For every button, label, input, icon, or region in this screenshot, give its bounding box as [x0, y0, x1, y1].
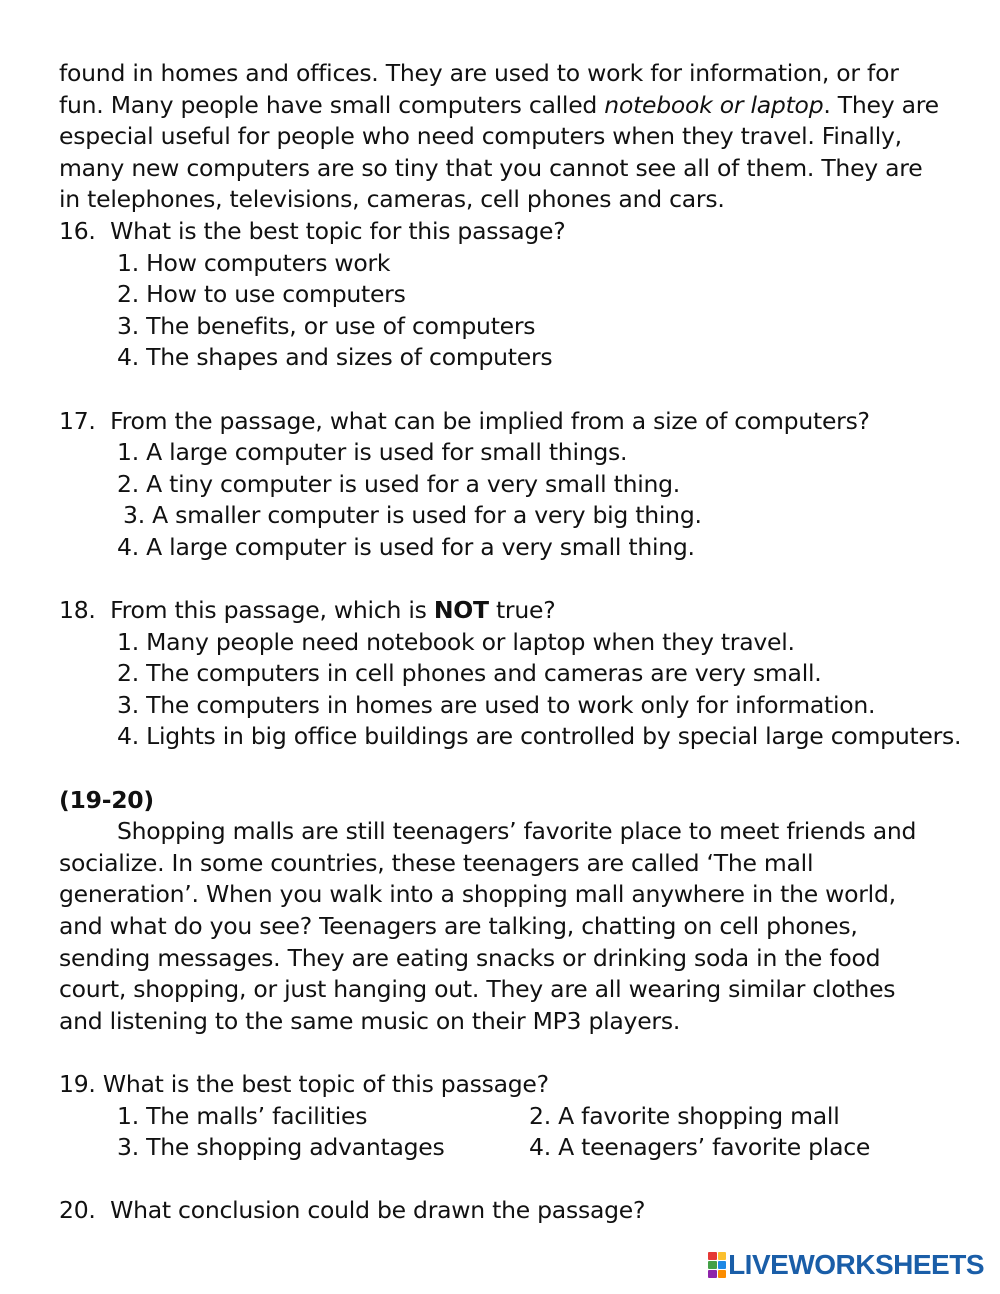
answer-option[interactable]: 2. A tiny computer is used for a very small thing.	[117, 469, 681, 498]
logo-blocks-icon	[708, 1252, 726, 1278]
question-text: From this passage, which is	[110, 596, 434, 625]
passage-line: in telephones, televisions, cameras, cell phones and cars.	[59, 185, 725, 214]
passage-line: and listening to the same music on their MP3 players.	[59, 1006, 681, 1035]
question-number: 17.	[59, 406, 96, 435]
answer-option[interactable]: 2. How to use computers	[117, 280, 406, 309]
italic-term: notebook or laptop	[604, 90, 824, 119]
logo-text: LIVEWORKSHEETS	[728, 1249, 984, 1280]
question-18-prompt	[59, 595, 979, 627]
question-17	[59, 406, 979, 564]
passage-line	[59, 90, 979, 122]
answer-option[interactable]: 3. The shopping advantages	[117, 1133, 445, 1162]
answer-option[interactable]: 1. How computers work	[117, 248, 391, 277]
answer-option[interactable]: 2. A favorite shopping mall	[529, 1101, 840, 1130]
spacer	[59, 374, 979, 406]
worksheet-page	[59, 58, 979, 1227]
answer-option[interactable]: 4. A teenagers’ favorite place	[529, 1133, 871, 1162]
question-20-prompt	[59, 1195, 979, 1227]
question-19-prompt: 19. What is the best topic of this passage?	[59, 1070, 549, 1098]
spacer	[59, 1164, 979, 1196]
question-number: 18.	[59, 596, 96, 625]
question-text: true?	[488, 596, 556, 625]
answer-option[interactable]: 3. The computers in homes are used to work only for information.	[117, 690, 876, 719]
passage-line: found in homes and offices. They are used to work for information, or for	[59, 59, 899, 87]
passage-malls	[59, 816, 979, 1037]
answer-option[interactable]: 3. The benefits, or use of computers	[117, 311, 536, 340]
question-16-prompt	[59, 216, 979, 248]
spacer	[59, 1037, 979, 1069]
passage-line: and what do you see? Teenagers are talking, chatting on cell phones,	[59, 912, 858, 941]
passage-line: Shopping malls are still teenagers’ favorite place to meet friends and	[117, 817, 917, 846]
question-text: What conclusion could be drawn the passage?	[110, 1196, 646, 1225]
emphasis-not: NOT	[433, 596, 489, 625]
passage-line: socialize. In some countries, these teenagers are called ‘The mall	[59, 848, 814, 877]
passage-line: generation’. When you walk into a shopping mall anywhere in the world,	[59, 880, 896, 909]
answer-option[interactable]: 3. A smaller computer is used for a very big thing.	[123, 501, 702, 530]
answer-option[interactable]: 2. The computers in cell phones and cameras are very small.	[117, 659, 822, 688]
passage-line: many new computers are so tiny that you cannot see all of them. They are	[59, 153, 923, 182]
answer-option[interactable]: 1. A large computer is used for small things.	[117, 438, 628, 467]
question-text: What is the best topic for this passage?	[110, 216, 566, 245]
answer-option[interactable]: 4. A large computer is used for a very small thing.	[117, 532, 695, 561]
passage-line: sending messages. They are eating snacks or drinking soda in the food	[59, 943, 881, 972]
answer-option[interactable]: 4. The shapes and sizes of computers	[117, 343, 553, 372]
liveworksheets-logo[interactable]	[708, 1248, 984, 1282]
question-16	[59, 216, 979, 374]
answer-option[interactable]: 1. Many people need notebook or laptop when they travel.	[117, 627, 795, 656]
passage-computers	[59, 58, 979, 216]
passage-line: court, shopping, or just hanging out. They are all wearing similar clothes	[59, 975, 896, 1004]
spacer	[59, 753, 979, 785]
answer-row	[59, 1101, 979, 1133]
passage-line: especial useful for people who need computers when they travel. Finally,	[59, 122, 902, 151]
question-18	[59, 595, 979, 753]
answer-option[interactable]: 1. The malls’ facilities	[117, 1101, 368, 1130]
question-20	[59, 1195, 979, 1227]
answer-option[interactable]: 4. Lights in big office buildings are controlled by special large computers.	[117, 722, 962, 751]
passage-text: fun. Many people have small computers called	[59, 90, 605, 119]
spacer	[59, 564, 979, 596]
question-number: 16.	[59, 216, 96, 245]
question-text: From the passage, what can be implied from a size of computers?	[110, 406, 870, 435]
question-19	[59, 1069, 979, 1164]
question-17-prompt	[59, 406, 979, 438]
passage-text: . They are	[823, 90, 939, 119]
question-number: 20.	[59, 1196, 96, 1225]
answer-row	[59, 1132, 979, 1164]
section-heading: (19-20)	[59, 785, 154, 814]
